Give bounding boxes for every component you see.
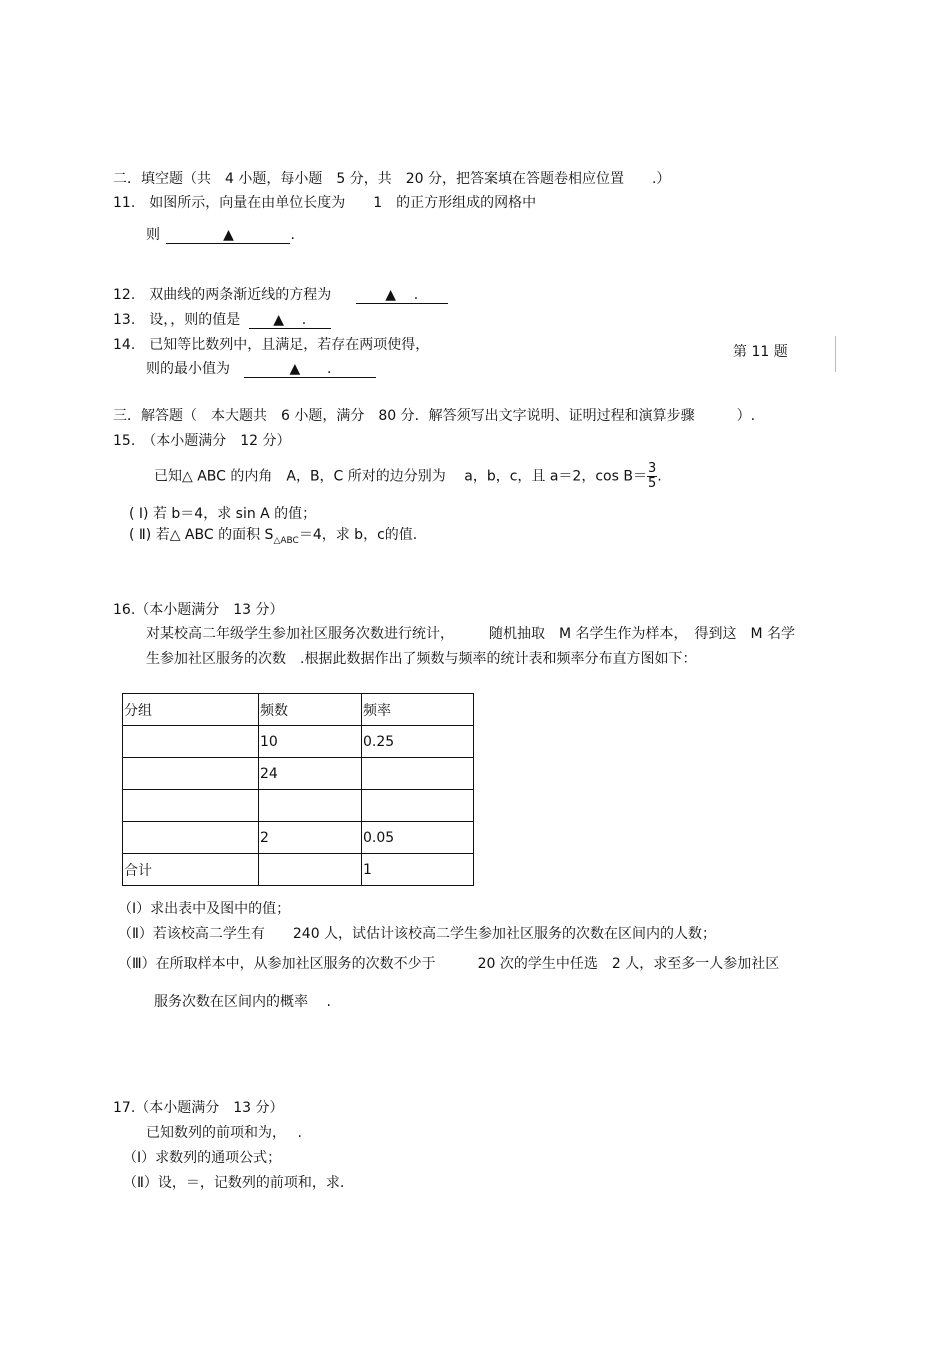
answer-triangle-icon: ▲	[223, 227, 234, 243]
table-cell: 1	[362, 854, 474, 886]
question-11-text: 11. 如图所示，向量在由单位长度为 1 的正方形组成的网格中	[113, 195, 537, 211]
question-17-title: 17.（本小题满分 13 分）	[113, 1100, 284, 1116]
fraction-denominator: 5	[647, 476, 657, 491]
question-15-part-1: ( Ⅰ) 若 b＝4，求 sin A 的值；	[129, 506, 317, 522]
table-cell	[362, 790, 474, 822]
question-11-answer-line	[146, 227, 295, 244]
table-cell	[123, 790, 259, 822]
question-15-stem-end: .	[657, 468, 662, 485]
table-cell	[123, 758, 259, 790]
table-cell	[123, 822, 259, 854]
question-16-part-1: （Ⅰ）求出表中及图中的值；	[118, 901, 291, 917]
question-15-part-2-a: ( Ⅱ) 若△ ABC 的面积 S	[129, 527, 274, 543]
answer-triangle-icon: ▲	[385, 287, 396, 303]
table-row	[123, 822, 474, 854]
fraction-numerator: 3	[647, 461, 657, 476]
question-14-prefix: 则的最小值为	[146, 361, 230, 377]
answer-triangle-icon: ▲	[273, 312, 284, 328]
table-header-row	[123, 694, 474, 726]
question-15-stem	[154, 462, 662, 491]
table-row	[123, 758, 474, 790]
table-cell	[362, 758, 474, 790]
question-16-title: 16.（本小题满分 13 分）	[113, 602, 284, 618]
question-14-answer-line	[146, 361, 376, 378]
table-header-cell: 频率	[362, 694, 474, 726]
table-cell: 2	[259, 822, 362, 854]
question-13-answer-blank[interactable]	[249, 312, 331, 329]
question-15-title: 15. （本小题满分 12 分）	[113, 433, 291, 449]
table-cell: 10	[259, 726, 362, 758]
table-header-cell: 分组	[123, 694, 259, 726]
table-cell: 合计	[123, 854, 259, 886]
question-17-part-2: （Ⅱ）设，＝，记数列的前项和，求.	[123, 1175, 345, 1191]
table-header-cell: 频数	[259, 694, 362, 726]
question-16-part-2: （Ⅱ）若该校高二学生有 240 人，试估计该校高二学生参加社区服务的次数在区间内的人数；	[118, 926, 717, 942]
table-cell: 24	[259, 758, 362, 790]
question-15-stem-text: 已知△ ABC 的内角 A，B，C 所对的边分别为 a，b，c，且 a＝2，cos B＝	[154, 468, 647, 485]
question-13-line	[113, 312, 331, 329]
question-16-part-3: （Ⅲ）在所取样本中，从参加社区服务的次数不少于 20 次的学生中任选 2 人，求至多一人参加社区	[118, 956, 780, 972]
question-16-stem-line-2: 生参加社区服务的次数 .根据此数据作出了频数与频率的统计表和频率分布直方图如下：	[146, 651, 697, 667]
question-14-period: .	[326, 361, 332, 377]
question-17-part-1: （Ⅰ）求数列的通项公式；	[123, 1150, 282, 1166]
table-cell	[259, 790, 362, 822]
section-2-heading: 二．填空题（共 4 小题，每小题 5 分，共 20 分，把答案填在答题卷相应位置 .）	[113, 171, 671, 187]
answer-triangle-icon: ▲	[289, 361, 301, 377]
figure-11-caption: 第 11 题	[733, 344, 788, 360]
question-13-text: 13. 设，，则的值是	[113, 312, 241, 328]
question-14-text: 14. 已知等比数列中，且满足，若存在两项使得，	[113, 337, 430, 353]
area-subscript: △ABC	[273, 535, 299, 546]
question-12-line	[113, 287, 448, 304]
question-15-part-2-b: ＝4，求 b，c的值.	[298, 527, 418, 543]
question-12-period: .	[413, 287, 419, 303]
table-row	[123, 790, 474, 822]
question-11-prefix: 则	[146, 227, 160, 243]
section-3-heading: 三．解答题（ 本大题共 6 小题，满分 80 分．解答须写出文字说明、证明过程和演算步骤 ）.	[113, 408, 756, 424]
table-row	[123, 726, 474, 758]
question-14-answer-blank[interactable]	[244, 361, 376, 378]
question-12-text: 12. 双曲线的两条渐近线的方程为	[113, 287, 332, 303]
frequency-table	[122, 693, 474, 886]
table-cell: 0.05	[362, 822, 474, 854]
question-11-period: .	[290, 227, 295, 243]
question-15-part-2	[129, 527, 417, 547]
question-16-stem-line-1: 对某校高二年级学生参加社区服务次数进行统计， 随机抽取 M 名学生作为样本， 得到这 M 名学	[146, 626, 796, 642]
table-cell	[259, 854, 362, 886]
question-17-stem: 已知数列的前项和为， .	[146, 1125, 302, 1141]
table-cell: 0.25	[362, 726, 474, 758]
fraction-three-fifths	[647, 462, 657, 491]
question-13-period: .	[301, 312, 307, 328]
figure-border-line	[835, 336, 836, 372]
question-12-answer-blank[interactable]	[356, 287, 448, 304]
question-11-answer-blank[interactable]	[166, 227, 290, 244]
question-16-part-3-continued: 服务次数在区间内的概率 .	[154, 994, 331, 1010]
table-cell	[123, 726, 259, 758]
table-total-row	[123, 854, 474, 886]
